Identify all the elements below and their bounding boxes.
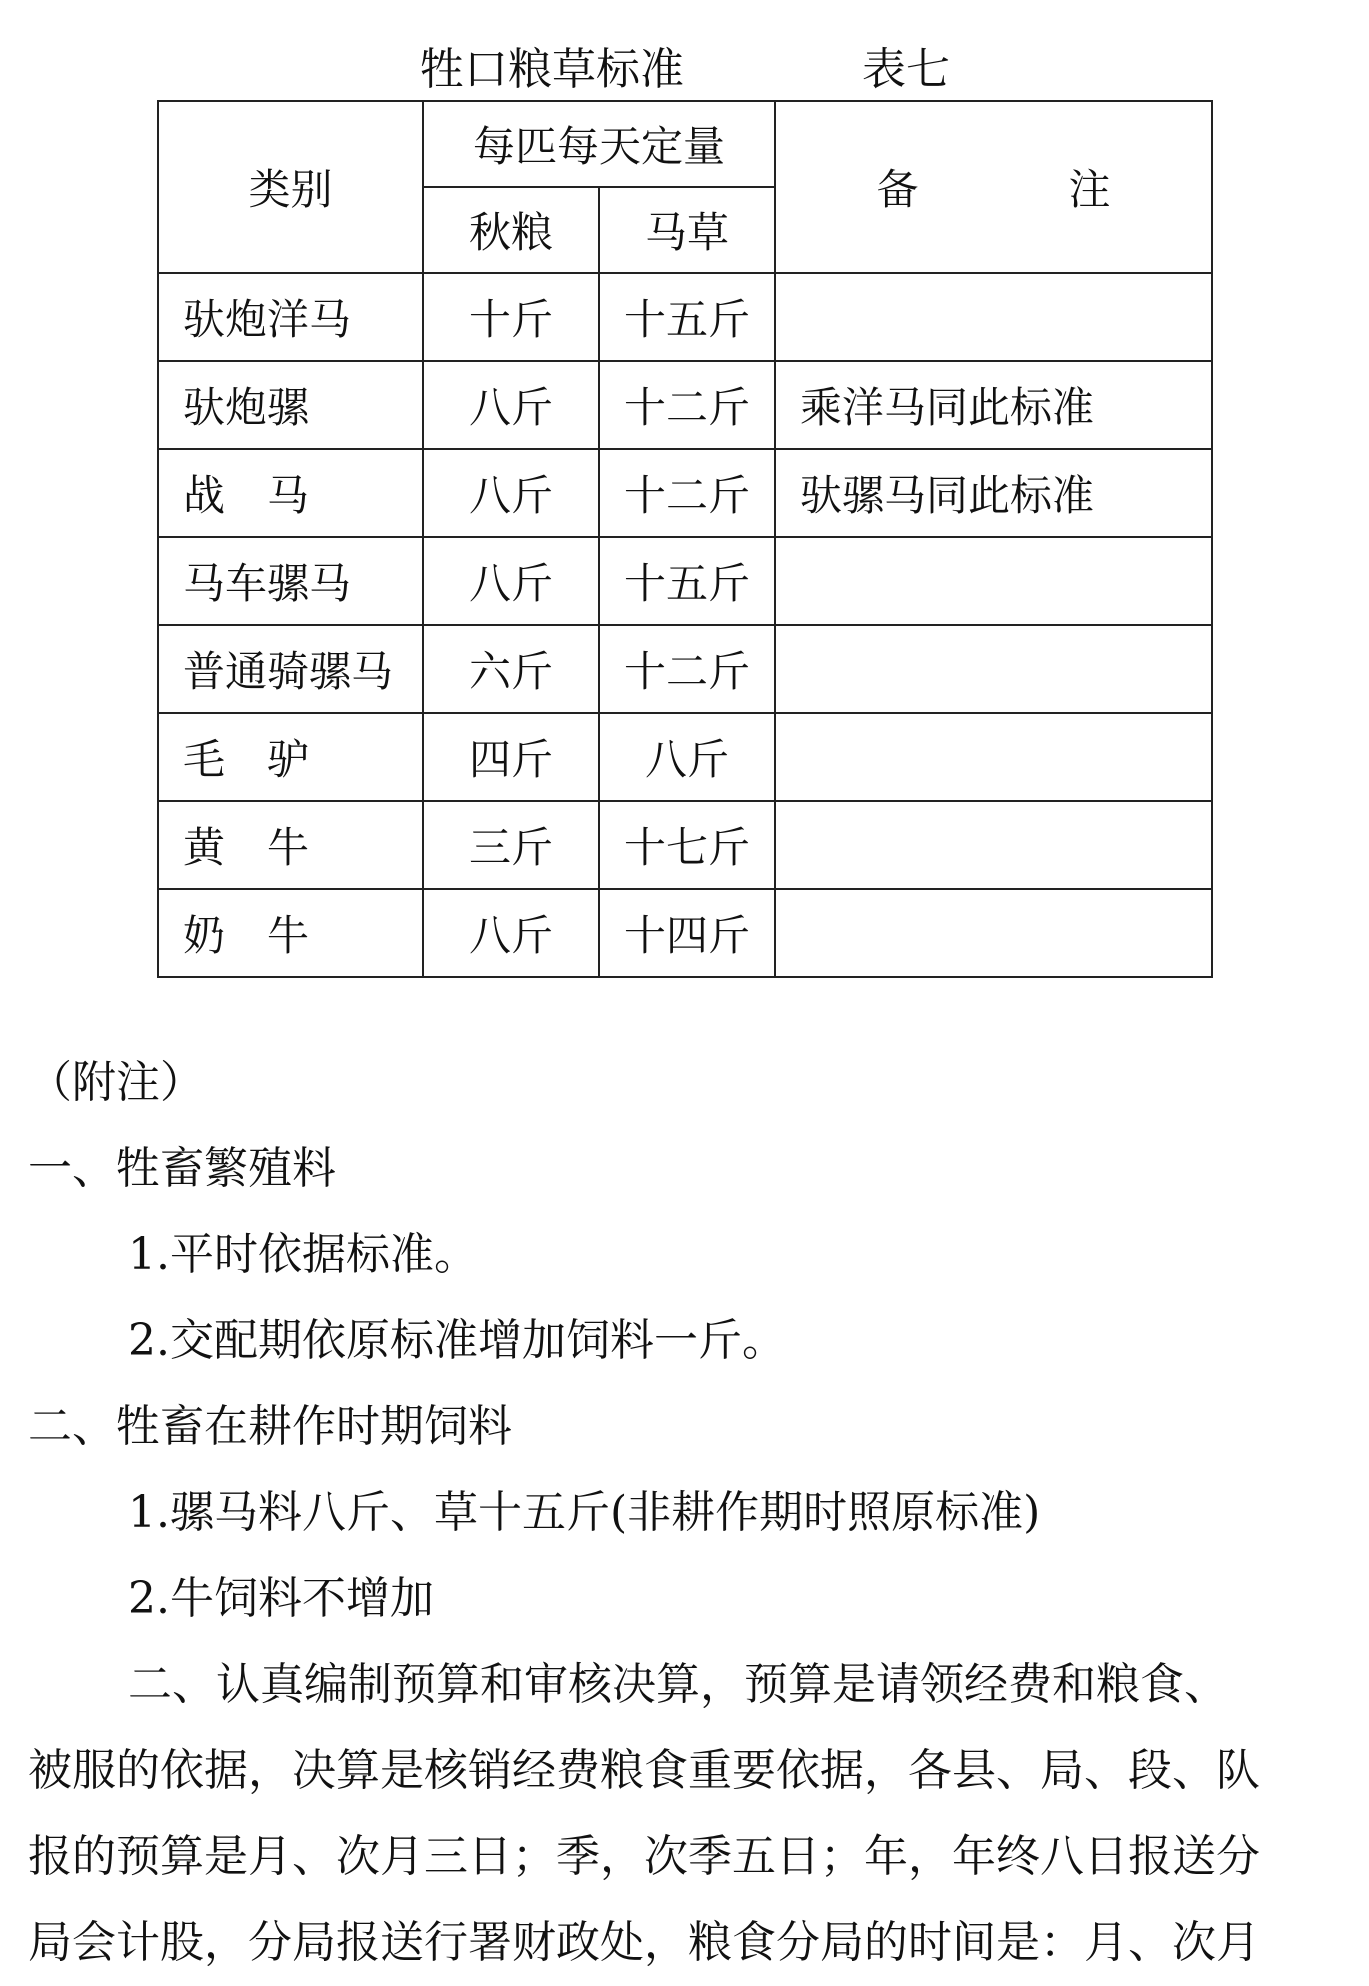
- section-1-item-2: 2.交配期依原标准增加饲料一斤。: [128, 1315, 786, 1366]
- cell-grain: 八斤: [423, 537, 599, 625]
- table-row: [158, 713, 1212, 801]
- section-1-item-1: 1.平时依据标准。: [128, 1229, 478, 1280]
- cell-grain: 八斤: [423, 449, 599, 537]
- table-caption: [0, 40, 1369, 100]
- cell-grass: 十四斤: [599, 889, 775, 977]
- section-2-item-2: 2.牛饲料不增加: [128, 1573, 434, 1624]
- header-remark-b: 注: [1068, 165, 1111, 214]
- cell-remark: [775, 713, 1212, 801]
- cell-remark: 驮骡马同此标准: [775, 449, 1212, 537]
- cell-grain: 三斤: [423, 801, 599, 889]
- table-number: 表七: [862, 44, 950, 95]
- table-row: [158, 361, 1212, 449]
- cell-grass: 十二斤: [599, 361, 775, 449]
- section-2-title: 二、牲畜在耕作时期饲料: [28, 1401, 512, 1452]
- cell-grain: 八斤: [423, 889, 599, 977]
- paragraph-line-2: 被服的依据，决算是核销经费粮食重要依据，各县、局、段、队: [28, 1745, 1260, 1796]
- cell-grass: 十二斤: [599, 625, 775, 713]
- cell-grass: 十二斤: [599, 449, 775, 537]
- paragraph-line-1: 二、认真编制预算和审核决算，预算是请领经费和粮食、: [128, 1659, 1228, 1710]
- cell-grain: 四斤: [423, 713, 599, 801]
- cell-remark: [775, 801, 1212, 889]
- section-2-item-1: 1.骡马料八斤、草十五斤(非耕作期时照原标准): [128, 1487, 1041, 1538]
- table-row: [158, 537, 1212, 625]
- cell-remark: [775, 537, 1212, 625]
- header-grass: 马草: [599, 187, 775, 273]
- cell-remark: [775, 889, 1212, 977]
- header-category: 类别: [158, 101, 423, 273]
- cell-category: 马车骡马: [158, 537, 423, 625]
- paragraph-line-4: 局会计股，分局报送行署财政处，粮食分局的时间是：月、次月: [28, 1917, 1260, 1968]
- paragraph-line-3: 报的预算是月、次月三日；季，次季五日；年，年终八日报送分: [28, 1831, 1260, 1882]
- cell-remark: 乘洋马同此标准: [775, 361, 1212, 449]
- cell-category: 黄 牛: [158, 801, 423, 889]
- cell-category: 驮炮洋马: [158, 273, 423, 361]
- table-row: [158, 889, 1212, 977]
- table-title: 牲口粮草标准: [420, 44, 684, 95]
- cell-remark: [775, 273, 1212, 361]
- cell-remark: [775, 625, 1212, 713]
- table-row: [158, 273, 1212, 361]
- header-remark-a: 备: [876, 165, 919, 214]
- cell-grain: 八斤: [423, 361, 599, 449]
- table-row: [158, 625, 1212, 713]
- cell-category: 奶 牛: [158, 889, 423, 977]
- cell-grass: 八斤: [599, 713, 775, 801]
- notes-section: [28, 1040, 1348, 1986]
- cell-grain: 十斤: [423, 273, 599, 361]
- table-row: [158, 449, 1212, 537]
- cell-grass: 十七斤: [599, 801, 775, 889]
- header-grain: 秋粮: [423, 187, 599, 273]
- cell-grain: 六斤: [423, 625, 599, 713]
- cell-category: 战 马: [158, 449, 423, 537]
- cell-grass: 十五斤: [599, 537, 775, 625]
- cell-category: 普通骑骡马: [158, 625, 423, 713]
- cell-category: 毛 驴: [158, 713, 423, 801]
- cell-grass: 十五斤: [599, 273, 775, 361]
- table-row: [158, 801, 1212, 889]
- section-1-title: 一、牲畜繁殖料: [28, 1143, 336, 1194]
- header-remark: [775, 101, 1212, 273]
- notes-heading: （附注）: [28, 1057, 204, 1108]
- header-daily-quota: 每匹每天定量: [423, 101, 775, 187]
- fodder-standard-table: [157, 100, 1213, 978]
- cell-category: 驮炮骡: [158, 361, 423, 449]
